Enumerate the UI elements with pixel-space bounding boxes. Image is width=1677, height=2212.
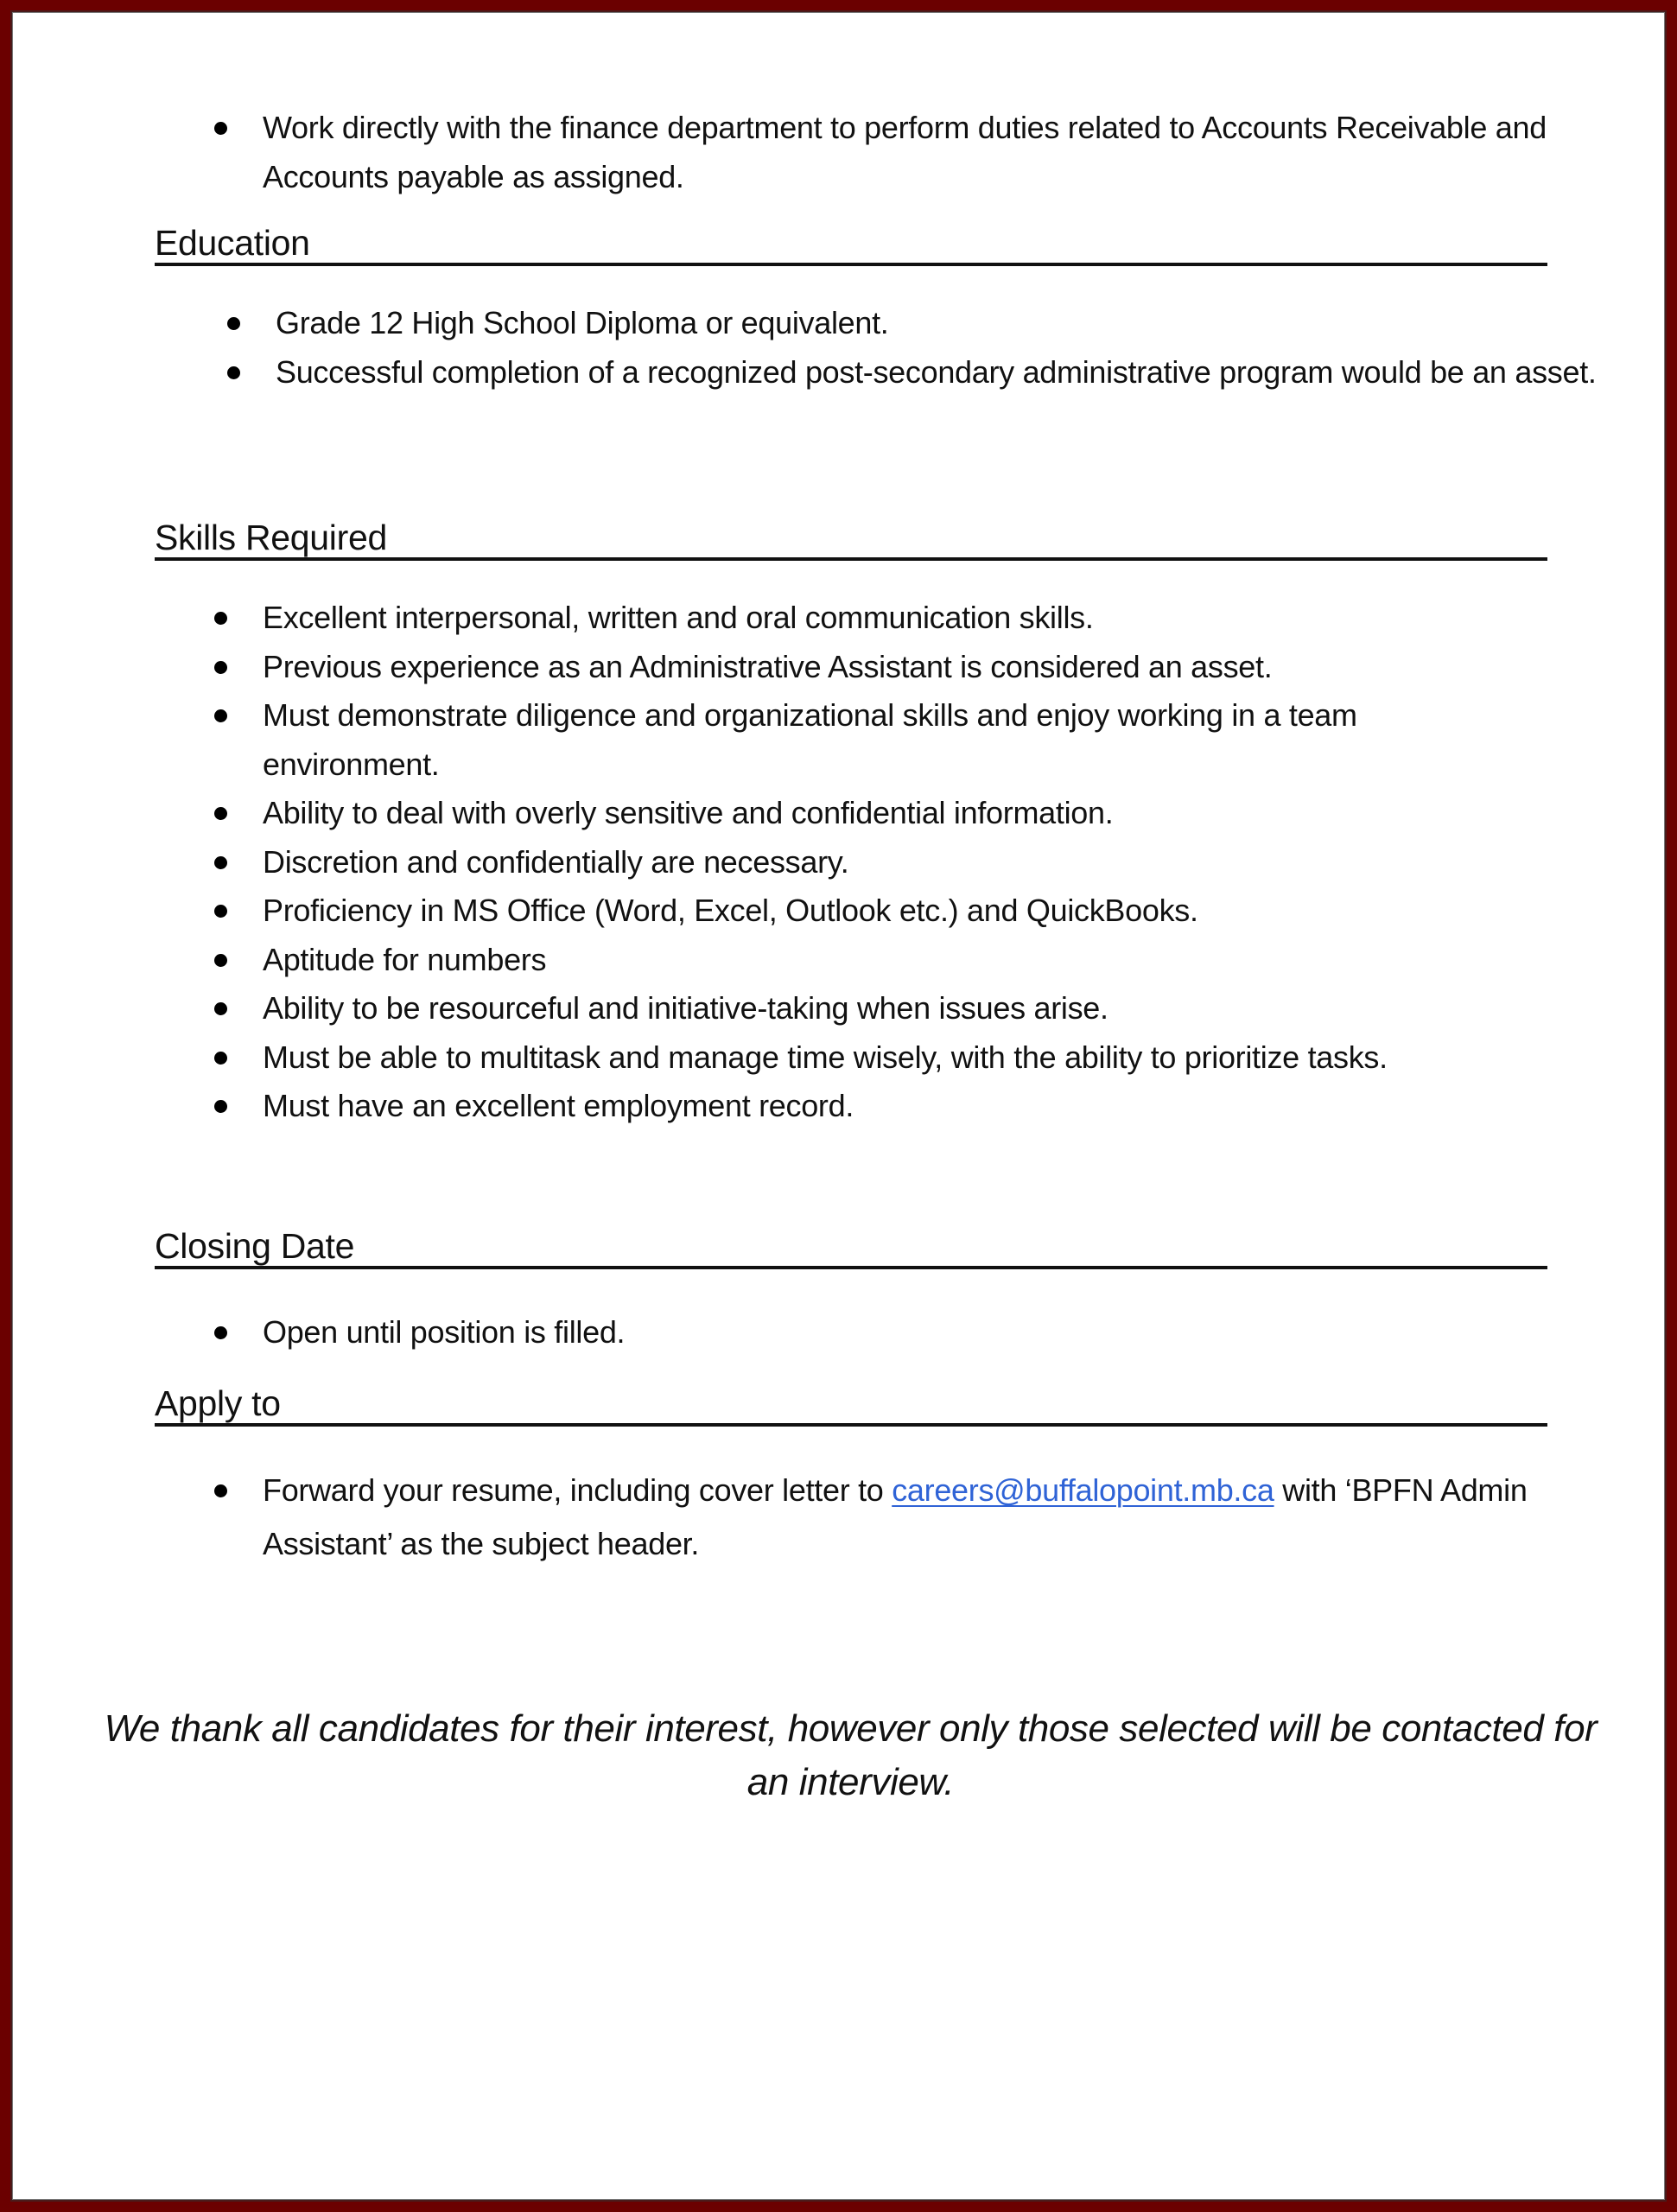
bullet-icon (227, 317, 240, 330)
document-page (12, 12, 1665, 2200)
list-item (263, 936, 1610, 985)
list-item (276, 348, 1610, 397)
bullet-icon (214, 1052, 227, 1065)
list-item (263, 104, 1610, 201)
list-item (263, 594, 1610, 643)
careers-email-link[interactable]: careers@buffalopoint.mb.ca (892, 1472, 1274, 1508)
apply-text-after: with ‘BPFN Admin Assistant’ as the subject header. (263, 1472, 1528, 1561)
list-item (263, 789, 1610, 838)
list-item-text: Ability to deal with overly sensitive and confidential information. (263, 795, 1114, 830)
list-item-text: Must demonstrate diligence and organizational skills and enjoy working in a team environment. (263, 697, 1357, 782)
apply-text-before: Forward your resume, including cover letter to (263, 1472, 892, 1508)
list-item (263, 1308, 1610, 1357)
list-item (263, 643, 1610, 692)
bullet-icon (214, 1484, 227, 1497)
document-content (12, 12, 1665, 2200)
list-item-text: Must be able to multitask and manage time wisely, with the ability to prioritize tasks. (263, 1039, 1388, 1075)
list-item (263, 984, 1610, 1033)
list-item-text: Previous experience as an Administrative Assistant is considered an asset. (263, 648, 1273, 684)
apply-to-list (263, 1464, 1541, 1571)
section-heading-skills: Skills Required (155, 518, 1547, 561)
bullet-icon (214, 1100, 227, 1113)
bullet-icon (214, 856, 227, 869)
education-list (276, 299, 1610, 397)
bullet-icon (214, 1002, 227, 1015)
bullet-icon (214, 612, 227, 625)
list-item (263, 838, 1610, 887)
bullet-icon (214, 807, 227, 820)
section-heading-education: Education (155, 223, 1547, 266)
list-item-text: Discretion and confidentially are necessary. (263, 843, 849, 880)
list-item-text: Excellent interpersonal, written and oral communication skills. (263, 600, 1094, 635)
list-item (263, 1033, 1610, 1083)
bullet-icon (227, 366, 240, 379)
list-item-text: Open until position is filled. (263, 1314, 626, 1350)
skills-list (263, 594, 1610, 1131)
list-item-text: Aptitude for numbers (263, 941, 547, 977)
list-item-text: Proficiency in MS Office (Word, Excel, Outlook etc.) and QuickBooks. (263, 893, 1198, 928)
section-heading-closing-date: Closing Date (155, 1226, 1547, 1269)
bullet-icon (214, 954, 227, 967)
bullet-icon (214, 709, 227, 722)
list-item-text: Successful completion of a recognized post-secondary administrative program would be an asset. (276, 353, 1597, 390)
list-item (263, 1082, 1610, 1131)
bullet-icon (214, 905, 227, 918)
bullet-icon (214, 661, 227, 674)
list-item (276, 299, 1610, 348)
list-item-text: Ability to be resourceful and initiative-taking when issues arise. (263, 990, 1108, 1026)
bullet-icon (214, 1326, 227, 1339)
closing-date-list (263, 1308, 1610, 1357)
intro-list (263, 104, 1610, 201)
list-item (263, 1464, 1541, 1571)
bullet-icon (214, 122, 227, 135)
section-heading-apply-to: Apply to (155, 1383, 1547, 1427)
list-item-text: Must have an excellent employment record. (263, 1088, 854, 1123)
list-item-text: Work directly with the finance department to perform duties related to Accounts Receivable and Accounts payable as assigned. (263, 110, 1547, 194)
list-item (263, 691, 1515, 789)
list-item-text: Grade 12 High School Diploma or equivalent. (276, 305, 889, 340)
closing-note: We thank all candidates for their interest, however only those selected will be contacted for an interview. (104, 1707, 1598, 1803)
list-item (263, 887, 1610, 936)
